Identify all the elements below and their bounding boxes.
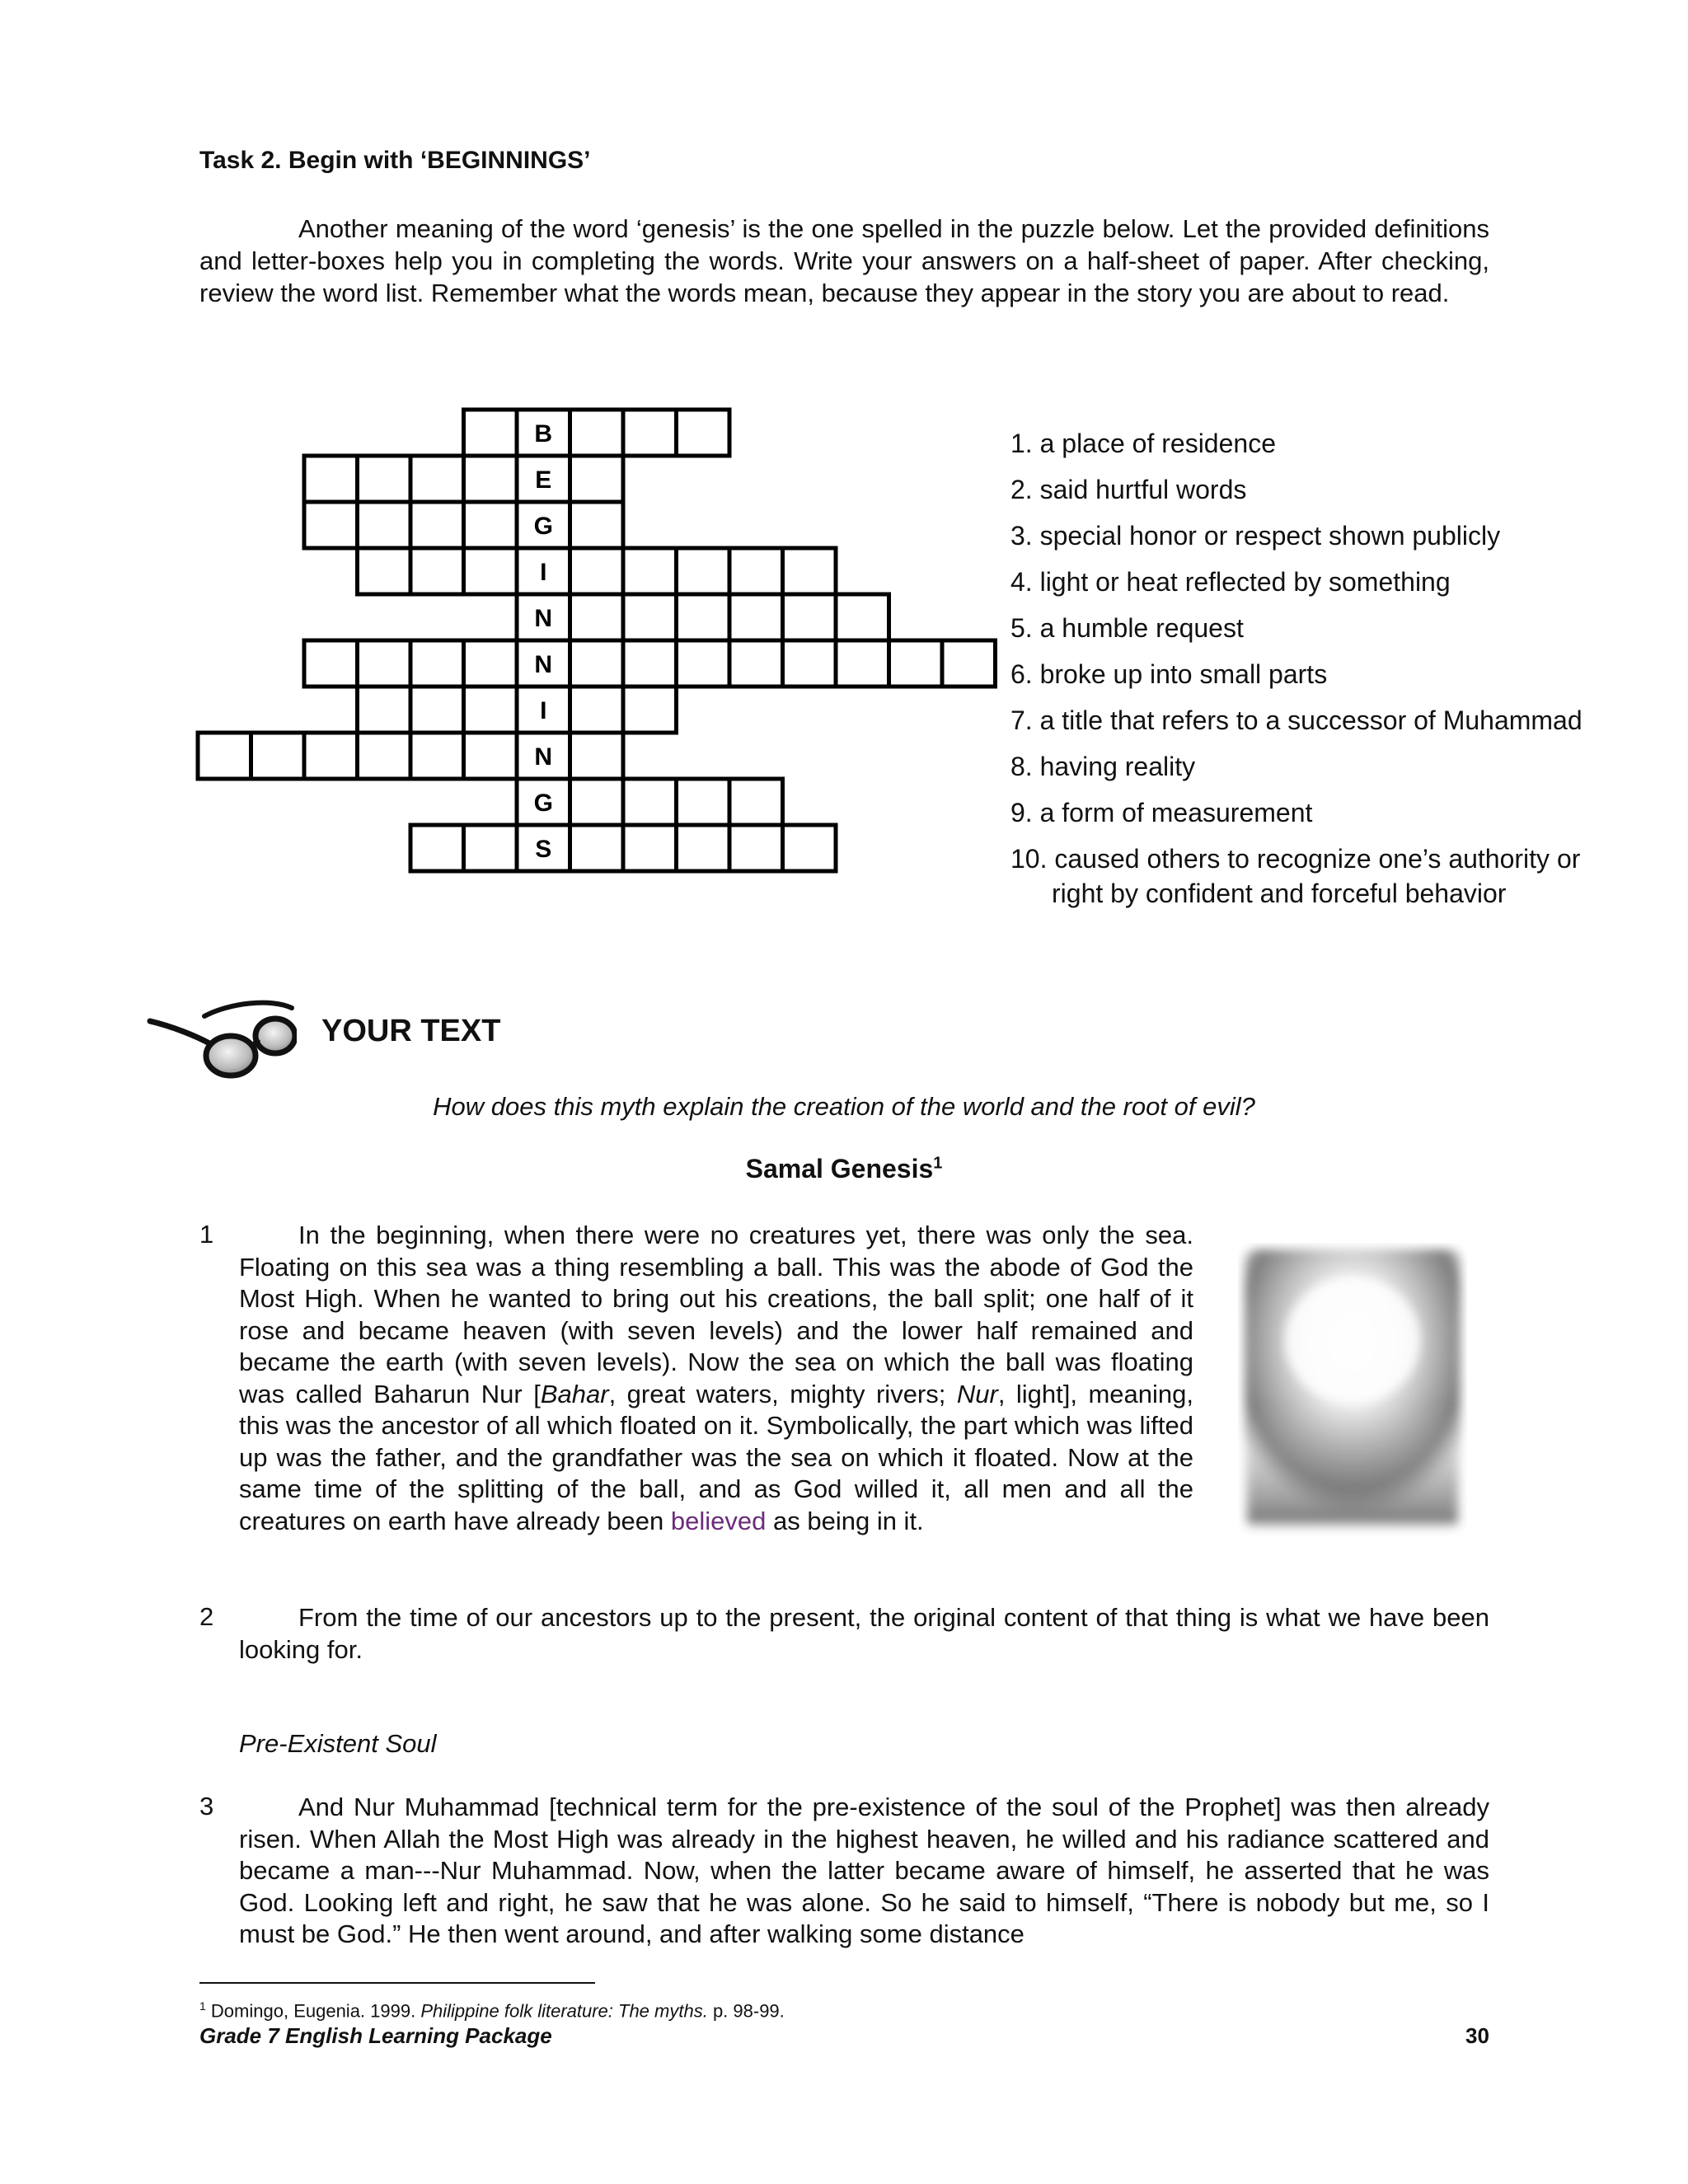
paragraph-3: And Nur Muhammad [technical term for the pre-existence of the soul of the Prophet] was then already risen. When Allah the Most High was already in the highest heaven, he willed and his radiance scattered and became a man---Nur Muhammad. Now, when the latter became aware of himself, he asserted that he was God. Looking left and right, he saw that he was alone. So he said to himself, “There is nobody but me, so I must be God.” He then went around, and after walking some distance: [239, 1793, 1489, 1948]
keyword-letter: N: [534, 743, 553, 771]
answer-cell: [464, 687, 518, 733]
task-instructions: Another meaning of the word ‘genesis’ is the one spelled in the puzzle below. Let the provided definitions and letter-boxes help you in completing the words. Write your answers on a half-sheet of paper. After checking, review the word list. Remember what the words mean, because they appear in the story you are about to read.: [199, 214, 1489, 307]
page-number: 30: [1465, 2023, 1489, 2048]
answer-cell: [623, 410, 677, 456]
clue-item-continuation: right by confident and forceful behavior: [1052, 879, 1507, 908]
answer-cell: [783, 594, 837, 640]
answer-cell: [410, 687, 464, 733]
reading-glasses-icon: [147, 993, 297, 1084]
answer-cell: [677, 825, 730, 871]
footnote-mark: 1: [199, 1999, 206, 2013]
clue-item: 3. special honor or respect shown publicly: [1010, 521, 1501, 551]
answer-cell: [623, 548, 677, 594]
paragraph-number: 3: [199, 1792, 214, 1821]
answer-cell: [358, 687, 411, 733]
paragraph-number: 2: [199, 1602, 214, 1631]
answer-cell: [358, 733, 411, 779]
keyword-letter: G: [533, 513, 553, 540]
answer-cell: [570, 548, 624, 594]
answer-cell: [570, 640, 624, 687]
answer-cell: [677, 410, 730, 456]
paragraph-1-text-c: , light], meaning, this was the ancestor of all which floated on it. Symbolically, the part which was lifted up was the father, and the grandfather was the sea on which it floated. Now at the same time of the splitting of the ball, and as God willed it, all men and all the creatures on earth have already been: [239, 1379, 1194, 1535]
footnote-ref: 1: [933, 1154, 943, 1173]
answer-cell: [198, 733, 251, 779]
answer-cell: [623, 825, 677, 871]
clue-list: [1010, 420, 1582, 910]
answer-cell: [304, 502, 358, 548]
answer-cell: [783, 548, 837, 594]
footnote: [199, 1999, 785, 2022]
story-title: [0, 1154, 1688, 1184]
answer-cell: [464, 825, 518, 871]
clue-item: 1. a place of residence: [1010, 429, 1276, 458]
answer-cell: [623, 640, 677, 687]
answer-cell: [677, 594, 730, 640]
paragraph-1-text-a: In the beginning, when there were no creatures yet, there was only the sea. Floating on this sea was a thing resembling a ball. This was the abode of God the Most High. When he wanted to bring out his creations, the ball split; one half of it rose and became heaven (with seven levels) and the lower half remained and became the earth (with seven levels). Now the sea on which the ball was floating was called Baharun Nur [: [239, 1221, 1193, 1408]
story-title-text: Samal Genesis: [745, 1154, 934, 1183]
clue-item: 2. said hurtful words: [1010, 475, 1247, 504]
answer-cell: [570, 733, 624, 779]
answer-cell: [570, 502, 624, 548]
answer-cell: [358, 502, 411, 548]
paragraph-1: [239, 1220, 1193, 1537]
section-heading: YOUR TEXT: [321, 1014, 501, 1048]
answer-cell: [729, 779, 783, 825]
keyword-letter: N: [534, 605, 553, 632]
answer-cell: [358, 548, 411, 594]
answer-cell: [410, 502, 464, 548]
paragraph-1-text-b: , great waters, mighty rivers;: [608, 1379, 957, 1408]
footer-title: Grade 7 English Learning Package: [199, 2023, 552, 2048]
keyword-letter: I: [540, 697, 547, 724]
answer-cell: [623, 779, 677, 825]
answer-cell: [570, 410, 624, 456]
answer-cell: [889, 640, 943, 687]
answer-cell: [464, 640, 518, 687]
answer-cell: [570, 687, 624, 733]
clue-item: 6. broke up into small parts: [1010, 659, 1328, 689]
answer-cell: [677, 548, 730, 594]
paragraph-2: From the time of our ancestors up to the present, the original content of that thing is what we have been looking for.: [239, 1603, 1489, 1664]
answer-cell: [570, 456, 624, 502]
footnote-divider: [199, 1982, 595, 1984]
answer-cell: [836, 594, 889, 640]
footnote-book: Philippine folk literature: The myths.: [420, 2000, 708, 2022]
answer-cell: [358, 456, 411, 502]
answer-cell: [677, 779, 730, 825]
task-title: Task 2. Begin with ‘BEGINNINGS’: [199, 147, 591, 174]
answer-cell: [304, 733, 358, 779]
keyword-letter: G: [533, 790, 553, 817]
clue-item: 7. a title that refers to a successor of Muhammad: [1010, 705, 1582, 735]
answer-cell: [729, 825, 783, 871]
answer-cell: [942, 640, 996, 687]
answer-cell: [464, 502, 518, 548]
footnote-author: Domingo, Eugenia. 1999.: [210, 2000, 421, 2022]
guiding-question: How does this myth explain the creation of the world and the root of evil?: [433, 1092, 1255, 1121]
clue-item: 8. having reality: [1010, 752, 1196, 781]
answer-cell: [464, 410, 518, 456]
answer-cell: [783, 825, 837, 871]
answer-cell: [410, 640, 464, 687]
clue-item: 5. a humble request: [1010, 613, 1244, 643]
paragraph-number: 1: [199, 1220, 214, 1249]
answer-cell: [836, 640, 889, 687]
keyword-letter: I: [540, 559, 547, 586]
keyword-letter: S: [535, 836, 552, 863]
clue-item: 4. light or heat reflected by something: [1010, 567, 1451, 597]
paragraph-1-text-d: as being in it.: [766, 1506, 924, 1535]
clue-item: 10. caused others to recognize one’s authority or: [1010, 844, 1581, 874]
answer-cell: [410, 456, 464, 502]
answer-cell: [623, 687, 677, 733]
answer-cell: [410, 733, 464, 779]
answer-cell: [623, 594, 677, 640]
answer-cell: [464, 733, 518, 779]
answer-cell: [358, 640, 411, 687]
keyword-letter: B: [534, 420, 553, 448]
answer-cell: [464, 456, 518, 502]
answer-cell: [783, 640, 837, 687]
highlighted-word: believed: [670, 1506, 767, 1535]
answer-cell: [251, 733, 305, 779]
clue-item: 9. a form of measurement: [1010, 798, 1313, 827]
answer-cell: [729, 594, 783, 640]
answer-cell: [464, 548, 518, 594]
answer-cell: [570, 825, 624, 871]
answer-cell: [729, 548, 783, 594]
answer-cell: [410, 548, 464, 594]
term-nur: Nur: [956, 1379, 998, 1408]
keyword-letter: N: [534, 651, 553, 678]
answer-cell: [570, 779, 624, 825]
term-bahar: Bahar: [540, 1379, 609, 1408]
answer-cell: [677, 640, 730, 687]
answer-cell: [304, 456, 358, 502]
subheading: Pre-Existent Soul: [239, 1729, 437, 1758]
keyword-letter: E: [535, 466, 552, 494]
answer-cell: [304, 640, 358, 687]
glowing-orb-image: [1238, 1243, 1467, 1536]
answer-cell: [410, 825, 464, 871]
answer-cell: [570, 594, 624, 640]
answer-cell: [729, 640, 783, 687]
footnote-pages: p. 98-99.: [707, 2000, 785, 2022]
